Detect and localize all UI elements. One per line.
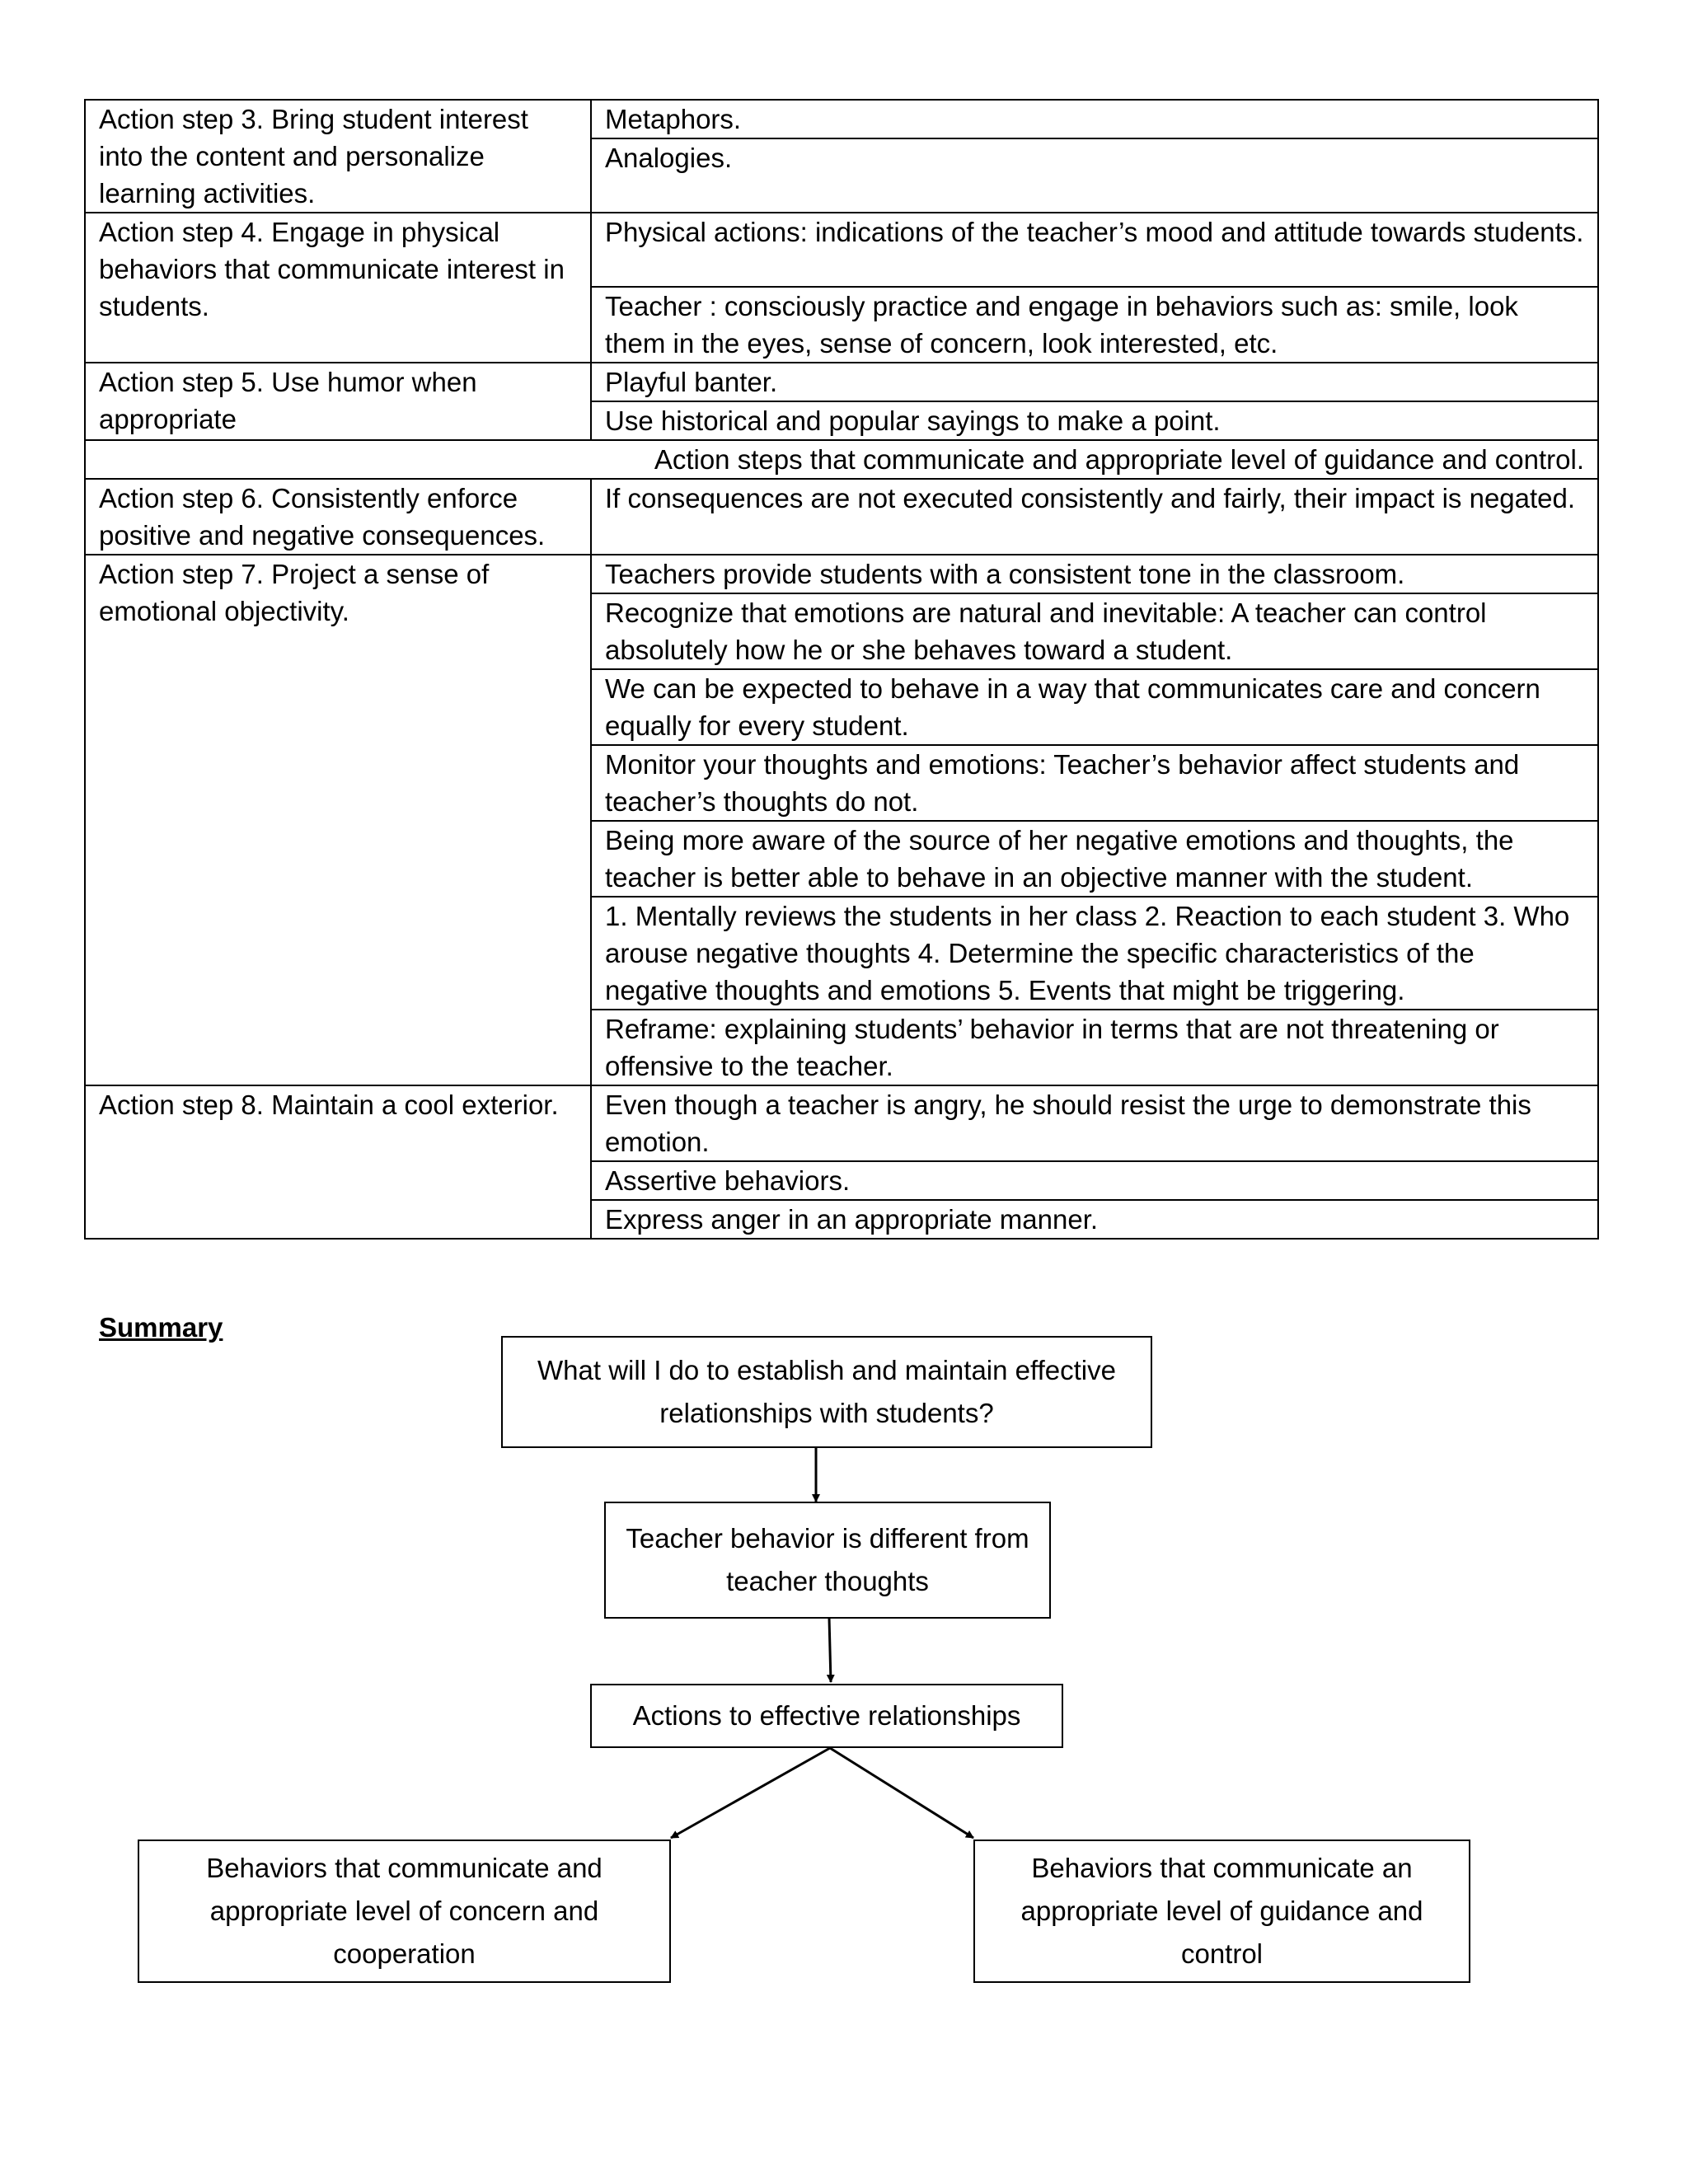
step-cell: Action step 3. Bring student interest into the content and personalize learning activities. xyxy=(85,100,591,213)
detail-cell: Reframe: explaining students’ behavior in terms that are not threatening or offensive to the teacher. xyxy=(591,1010,1598,1085)
arrow-behavior-to-actions xyxy=(829,1618,831,1682)
detail-cell: Assertive behaviors. xyxy=(591,1161,1598,1200)
step-cell: Action step 8. Maintain a cool exterior. xyxy=(85,1085,591,1239)
flow-box-actions xyxy=(590,1684,1063,1748)
flow-box-behavior-vs-thoughts xyxy=(604,1502,1051,1619)
detail-cell: We can be expected to behave in a way that communicates care and concern equally for every student. xyxy=(591,669,1598,745)
detail-cell: Teacher : consciously practice and engage in behaviors such as: smile, look them in the eyes, sense of concern, look interested, etc. xyxy=(591,287,1598,363)
section-heading-cell: Action steps that communicate and appropriate level of guidance and control. xyxy=(85,440,1598,479)
detail-cell: Teachers provide students with a consistent tone in the classroom. xyxy=(591,555,1598,593)
detail-cell: Even though a teacher is angry, he should resist the urge to demonstrate this emotion. xyxy=(591,1085,1598,1161)
step-cell: Action step 6. Consistently enforce positive and negative consequences. xyxy=(85,479,591,555)
detail-cell: Physical actions: indications of the teacher’s mood and attitude towards students. xyxy=(591,213,1598,287)
flow-box-right-branch-text: Behaviors that communicate an appropriate level of guidance and control xyxy=(1020,1853,1423,1969)
step-cell: Action step 5. Use humor when appropriate xyxy=(85,363,591,440)
flow-box-behavior-vs-thoughts-text: Teacher behavior is different from teacher thoughts xyxy=(626,1523,1029,1596)
flow-box-question-text: What will I do to establish and maintain effective relationships with students? xyxy=(537,1355,1116,1428)
detail-cell: Playful banter. xyxy=(591,363,1598,401)
summary-heading: Summary xyxy=(99,1312,223,1343)
step-cell: Action step 7. Project a sense of emotional objectivity. xyxy=(85,555,591,1085)
detail-cell: 1. Mentally reviews the students in her class 2. Reaction to each student 3. Who arouse negative thoughts 4. Determine the specific characteristics of the negative thoughts and emotions 5. Events that might be triggering. xyxy=(591,897,1598,1010)
detail-cell: If consequences are not executed consistently and fairly, their impact is negated. xyxy=(591,479,1598,555)
flow-box-question xyxy=(501,1336,1152,1448)
detail-cell: Metaphors. xyxy=(591,100,1598,138)
detail-cell: Monitor your thoughts and emotions: Teacher’s behavior affect students and teacher’s thoughts do not. xyxy=(591,745,1598,821)
flow-box-left-branch xyxy=(138,1840,671,1983)
detail-cell: Use historical and popular sayings to make a point. xyxy=(591,401,1598,440)
flow-box-left-branch-text: Behaviors that communicate and appropriate level of concern and cooperation xyxy=(206,1853,603,1969)
detail-cell: Express anger in an appropriate manner. xyxy=(591,1200,1598,1239)
step-cell: Action step 4. Engage in physical behaviors that communicate interest in students. xyxy=(85,213,591,363)
arrow-actions-to-left-branch xyxy=(671,1748,830,1838)
flow-box-actions-text: Actions to effective relationships xyxy=(632,1700,1021,1731)
flow-box-right-branch xyxy=(973,1840,1470,1983)
detail-cell: Recognize that emotions are natural and inevitable: A teacher can control absolutely how he or she behaves toward a student. xyxy=(591,593,1598,669)
detail-cell: Being more aware of the source of her negative emotions and thoughts, the teacher is better able to behave in an objective manner with the student. xyxy=(591,821,1598,897)
detail-cell: Analogies. xyxy=(591,138,1598,213)
arrow-actions-to-right-branch xyxy=(830,1748,973,1838)
